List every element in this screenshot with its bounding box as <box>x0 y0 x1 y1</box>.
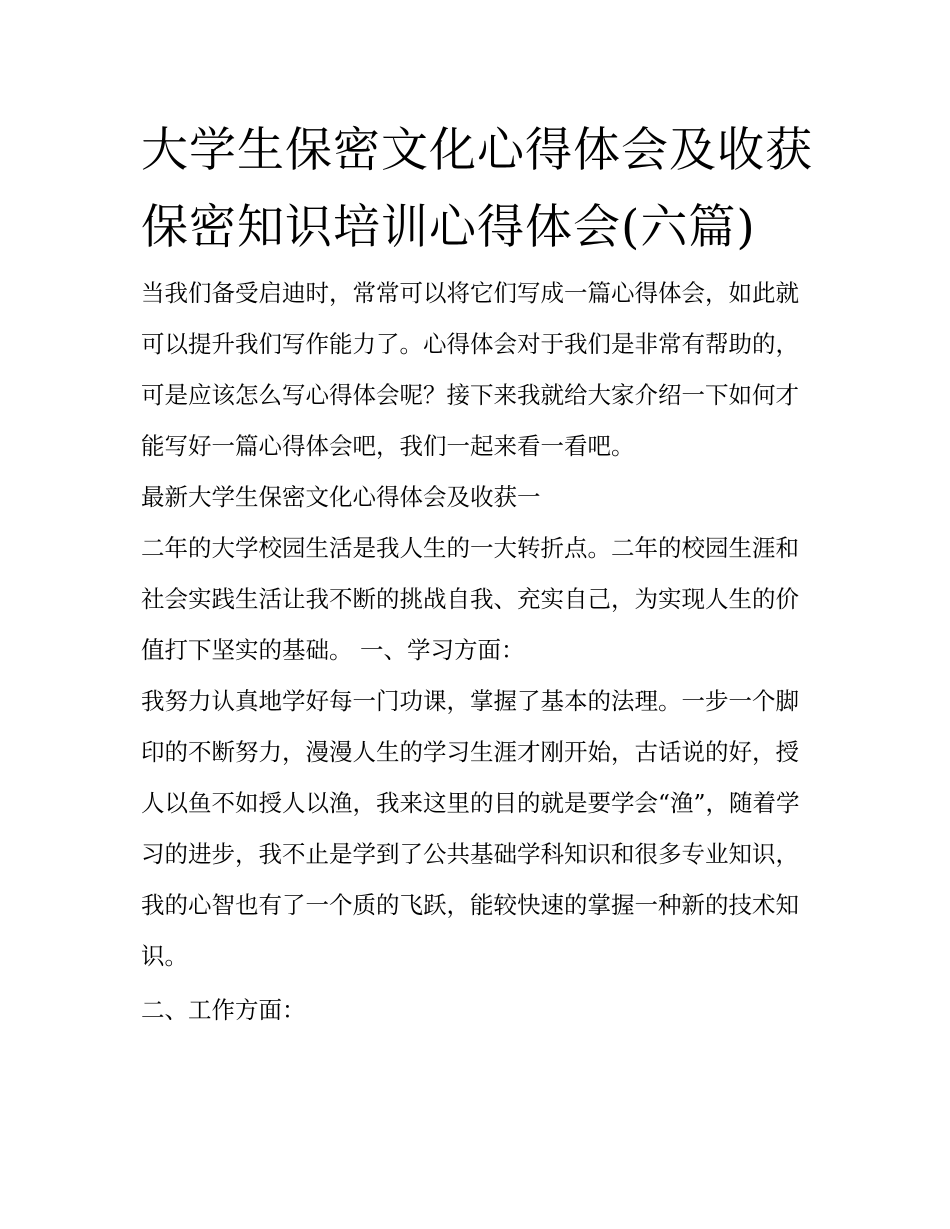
document-page <box>141 112 813 1036</box>
intro-paragraph: 当我们备受启迪时，常常可以将它们写成一篇心得体会，如此就可以提升我们写作能力了。心得体会对于我们是非常有帮助的，可是应该怎么写心得体会呢？接下来我就给大家介绍一下如何才能写好一篇心得体会吧，我们一起来看一看吧。 <box>141 279 799 460</box>
document-title: 大学生保密文化心得体会及收获 保密知识培训心得体会(六篇) <box>141 123 813 255</box>
section-heading-one: 最新大学生保密文化心得体会及收获一 <box>141 483 541 511</box>
section-heading-work: 二、工作方面： <box>141 996 306 1024</box>
body-paragraph-campus-life: 二年的大学校园生活是我人生的一大转折点。二年的校园生涯和社会实践生活让我不断的挑战自我、充实自己，为实现人生的价值打下坚实的基础。 一、学习方面： <box>141 534 799 664</box>
body-paragraph-study: 我努力认真地学好每一门功课，掌握了基本的法理。一步一个脚印的不断努力，漫漫人生的学习生涯才刚开始，古话说的好，授人以鱼不如授人以渔，我来这里的目的就是要学会“渔”，随着学习的进步，我不止是学到了公共基础学科知识和很多专业知识，我的心智也有了一个质的飞跃，能较快速的掌握一种新的技术知识。 <box>141 687 800 970</box>
